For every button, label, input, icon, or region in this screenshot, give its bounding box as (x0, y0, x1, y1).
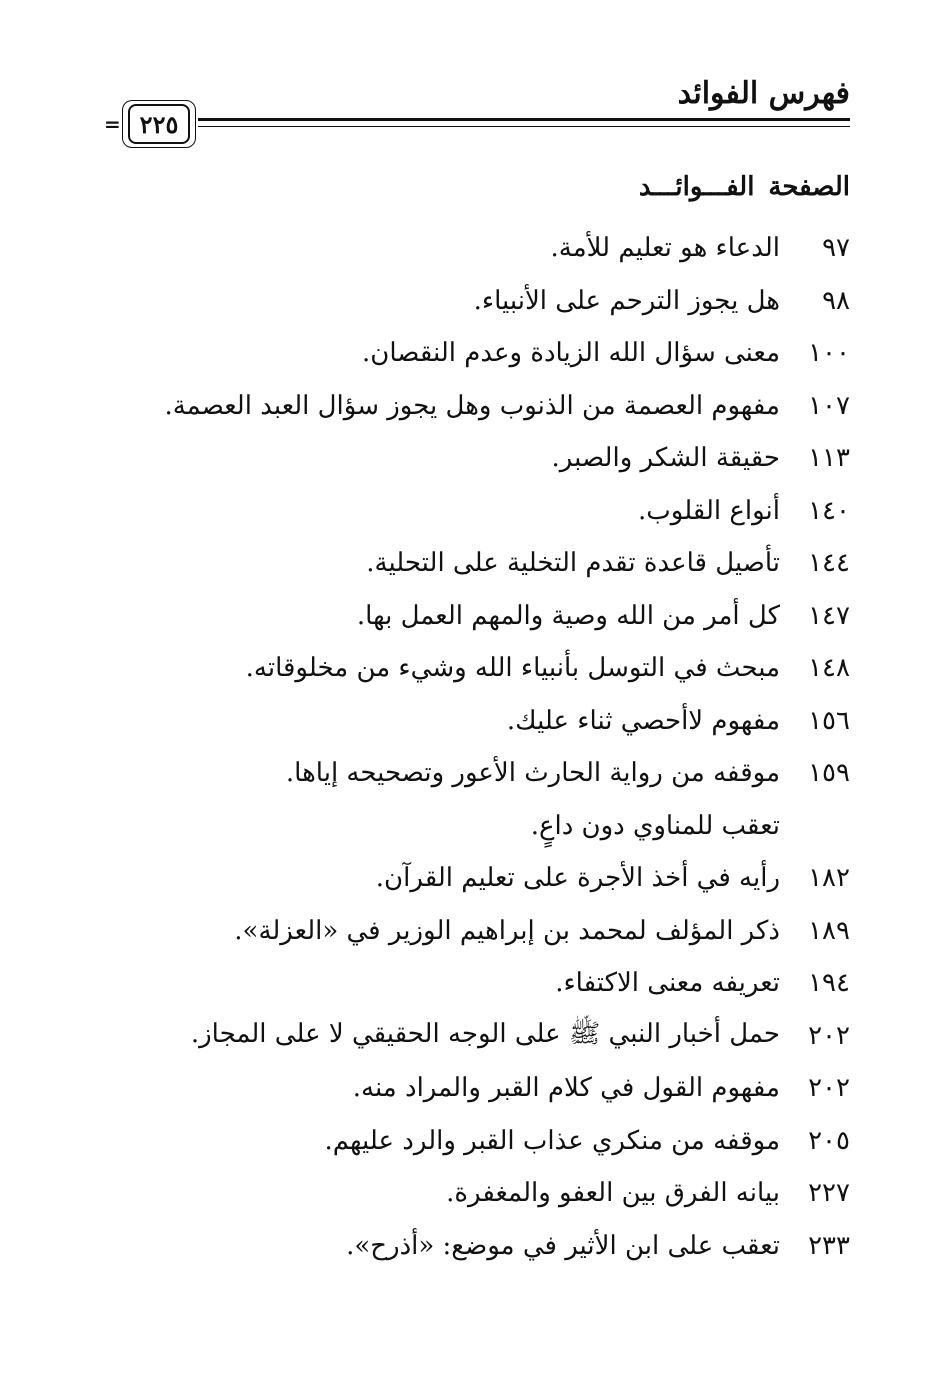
ornament-mark: = (104, 112, 121, 136)
entry-text: تعقب على ابن الأثير في موضع: «أذرح». (346, 1230, 780, 1261)
entry-text: مفهوم العصمة من الذنوب وهل يجوز سؤال العبد العصمة. (164, 390, 780, 421)
topic-column-label: الفـــوائـــد (638, 172, 755, 202)
index-entry (90, 1062, 850, 1115)
entry-page-number: ١٨٢ (808, 863, 850, 894)
index-entry (90, 957, 850, 1010)
entry-page-number: ١٤٧ (808, 600, 850, 631)
entry-text: حقيقة الشكر والصبر. (551, 443, 780, 474)
index-entry (90, 852, 850, 905)
entry-text: بيانه الفرق بين العفو والمغفرة. (446, 1178, 780, 1209)
entry-text: مبحث في التوسل بأنبياء الله وشيء من مخلوقاته. (245, 653, 780, 684)
index-entry (90, 327, 850, 380)
index-entry (90, 1010, 850, 1063)
index-entries (90, 222, 850, 1272)
entry-text: مفهوم القول في كلام القبر والمراد منه. (352, 1073, 780, 1104)
entry-page-number: ٩٨ (822, 285, 850, 316)
index-entry (90, 747, 850, 800)
page-column-label: الصفحة (768, 172, 850, 202)
entry-text: ذكر المؤلف لمحمد بن إبراهيم الوزير في «العزلة». (234, 915, 780, 946)
entry-text: موقفه من رواية الحارث الأعور وتصحيحه إياها. (285, 758, 780, 789)
entry-page-number: ١١٣ (808, 443, 850, 474)
index-entry (90, 485, 850, 538)
page-number: ٢٢٥ (128, 104, 190, 144)
index-entry (90, 1167, 850, 1220)
index-entry (90, 537, 850, 590)
entry-text: تعريفه معنى الاكتفاء. (555, 968, 780, 999)
entry-text: كل أمر من الله وصية والمهم العمل بها. (356, 600, 780, 631)
entry-page-number: ٩٧ (822, 233, 850, 264)
index-entry (90, 222, 850, 275)
entry-text: معنى سؤال الله الزيادة وعدم النقصان. (362, 338, 780, 369)
index-entry (90, 432, 850, 485)
index-entry (90, 800, 850, 853)
entry-page-number: ١٥٦ (808, 705, 850, 736)
index-entry (90, 1115, 850, 1168)
entry-page-number: ١٤٨ (808, 653, 850, 684)
header-rule-thin (198, 126, 850, 127)
entry-page-number: ١٥٩ (808, 758, 850, 789)
entry-page-number: ٢٠٥ (808, 1125, 850, 1156)
header-rule (198, 118, 850, 121)
running-title: فهرس الفوائد (677, 76, 850, 111)
index-entry (90, 590, 850, 643)
entry-text: مفهوم لاأحصي ثناء عليك. (506, 705, 780, 736)
entry-text: الدعاء هو تعليم للأمة. (550, 233, 780, 264)
entry-text: هل يجوز الترحم على الأنبياء. (473, 285, 780, 316)
entry-page-number: ٢٠٢ (808, 1073, 850, 1104)
entry-page-number: ٢٣٣ (808, 1230, 850, 1261)
entry-text: تأصيل قاعدة تقدم التخلية على التحلية. (366, 548, 780, 579)
index-entry (90, 275, 850, 328)
entry-text: أنواع القلوب. (638, 495, 780, 526)
entry-page-number: ٢٢٧ (808, 1178, 850, 1209)
entry-text: رأيه في أخذ الأجرة على تعليم القرآن. (375, 863, 780, 894)
index-entry (90, 1220, 850, 1273)
entry-page-number: ١٤٤ (808, 548, 850, 579)
entry-page-number: ١٤٠ (808, 495, 850, 526)
column-header (639, 172, 850, 202)
entry-page-number: ٢٠٢ (808, 1020, 850, 1051)
index-entry (90, 642, 850, 695)
entry-page-number: ١٨٩ (808, 915, 850, 946)
entry-text: موقفه من منكري عذاب القبر والرد عليهم. (324, 1125, 780, 1156)
index-entry (90, 380, 850, 433)
entry-text: تعقب للمناوي دون داعٍ. (530, 810, 780, 841)
entry-page-number: ١٠٠ (808, 338, 850, 369)
index-entry (90, 695, 850, 748)
entry-page-number: ١٩٤ (808, 968, 850, 999)
index-entry (90, 905, 850, 958)
entry-text: حمل أخبار النبي ﷺ على الوجه الحقيقي لا على المجاز. (190, 1018, 780, 1049)
entry-page-number: ١٠٧ (808, 390, 850, 421)
